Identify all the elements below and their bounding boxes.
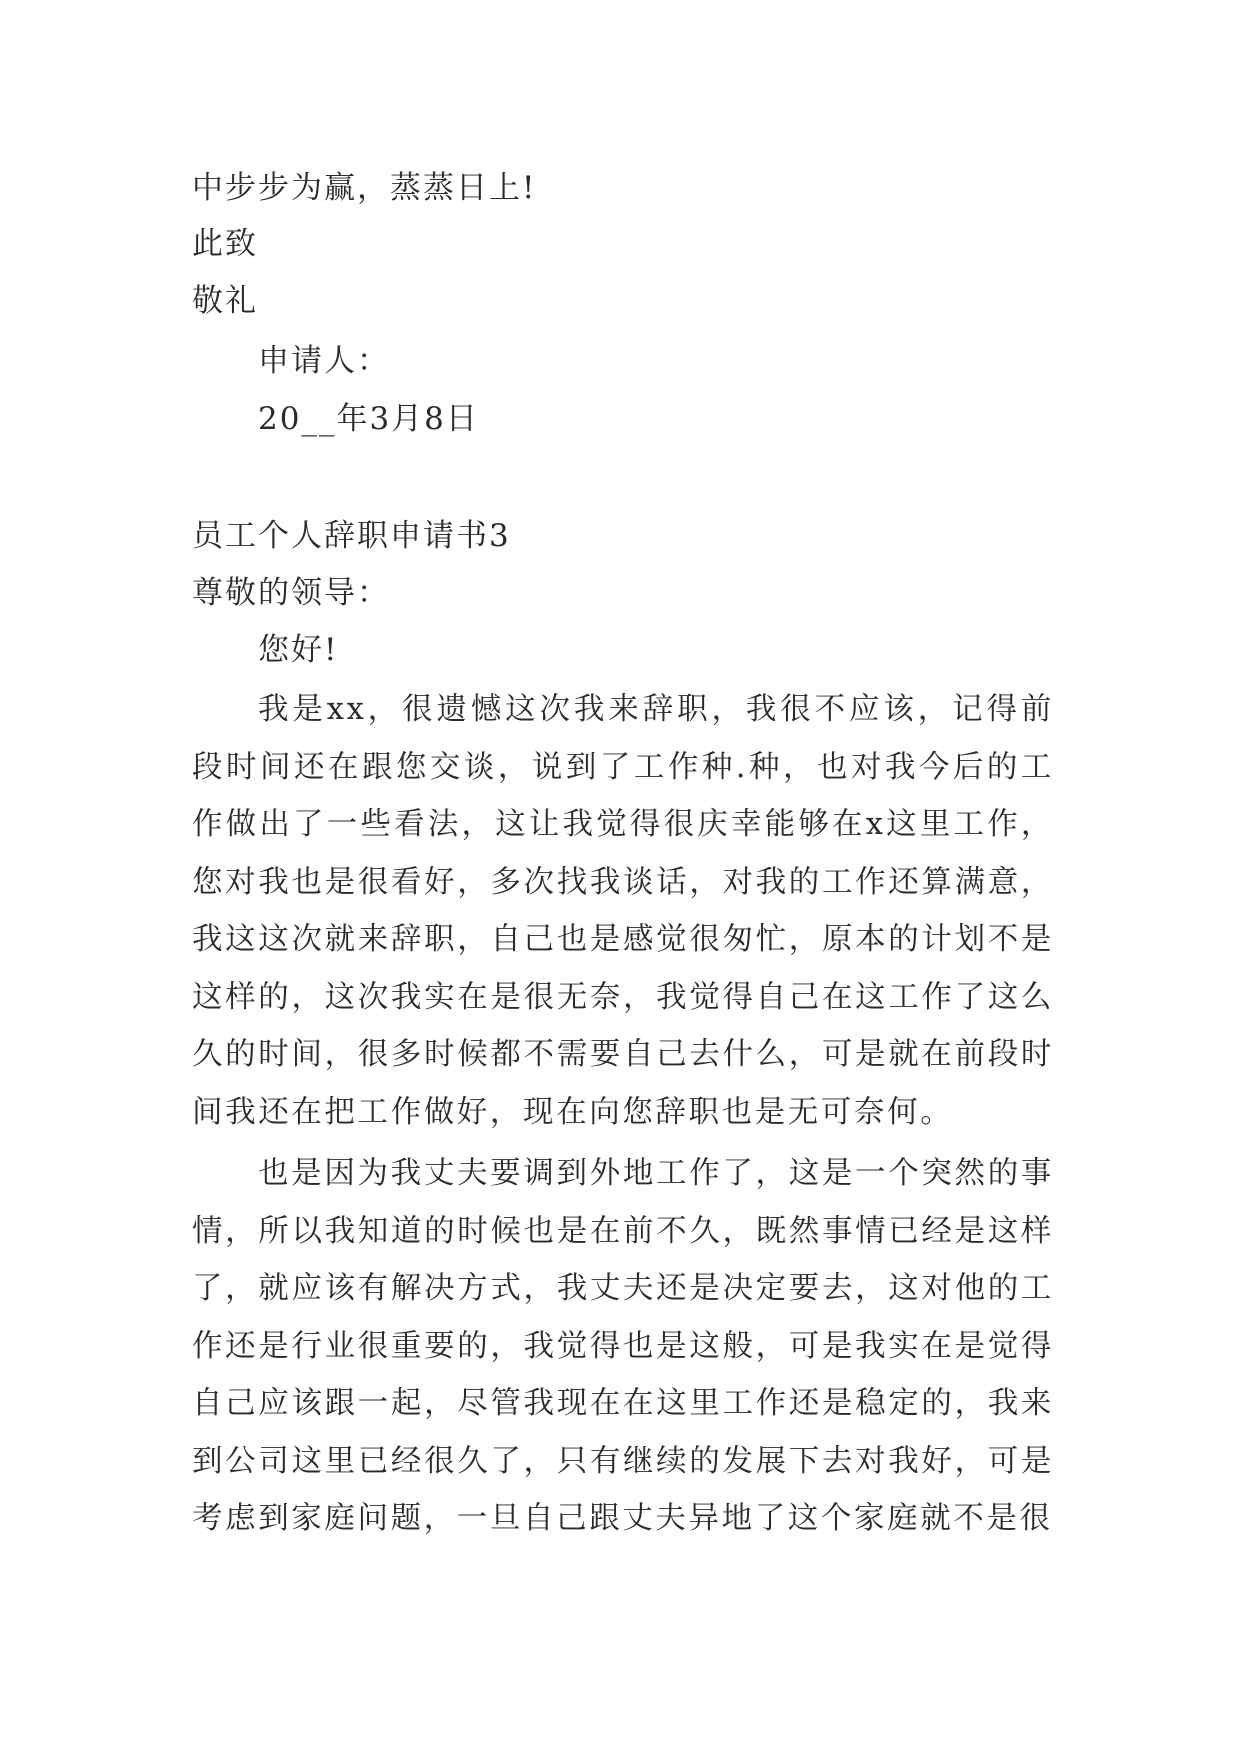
body-paragraph-2: 也是因为我丈夫要调到外地工作了，这是一个突然的事情，所以我知道的时候也是在前不久，既然事情已经是这样了，就应该有解决方式，我丈夫还是决定要去，这对他的工作还是行业很重要的，我觉得也是这般，可是我实在是觉得自己应该跟一起，尽管我现在在这里工作还是稳定的，我来到公司这里已经很久了，只有继续的发展下去对我好，可是考虑到家庭问题，一旦自己跟丈夫异地了这个家庭就不是很 [192,1156,1054,1536]
addressee: 尊敬的领导： [192,575,390,611]
letter-date: 20__年3月8日 [258,401,479,437]
letter-title: 员工个人辞职申请书3 [192,518,511,554]
body-paragraph-1: 我是xx，很遗憾这次我来辞职，我很不应该，记得前段时间还在跟您交谈，说到了工作种.种，也对我今后的工作做出了一些看法，这让我觉得很庆幸能够在x这里工作，您对我也是很看好，多次找我谈话，对我的工作还算满意，我这这次就来辞职，自己也是感觉很匆忙，原本的计划不是这样的，这次我实在是很无奈，我觉得自己在这工作了这么久的时间，很多时候都不需要自己去什么，可是就在前段时间我还在把工作做好，现在向您辞职也是无可奈何。 [192,692,1054,1130]
salutation-jingli: 敬礼 [192,283,258,319]
closing-line: 中步步为赢，蒸蒸日上! [192,170,537,206]
applicant-label: 申请人： [258,343,390,379]
salutation-cizhi: 此致 [192,226,258,262]
greeting: 您好! [258,632,339,668]
